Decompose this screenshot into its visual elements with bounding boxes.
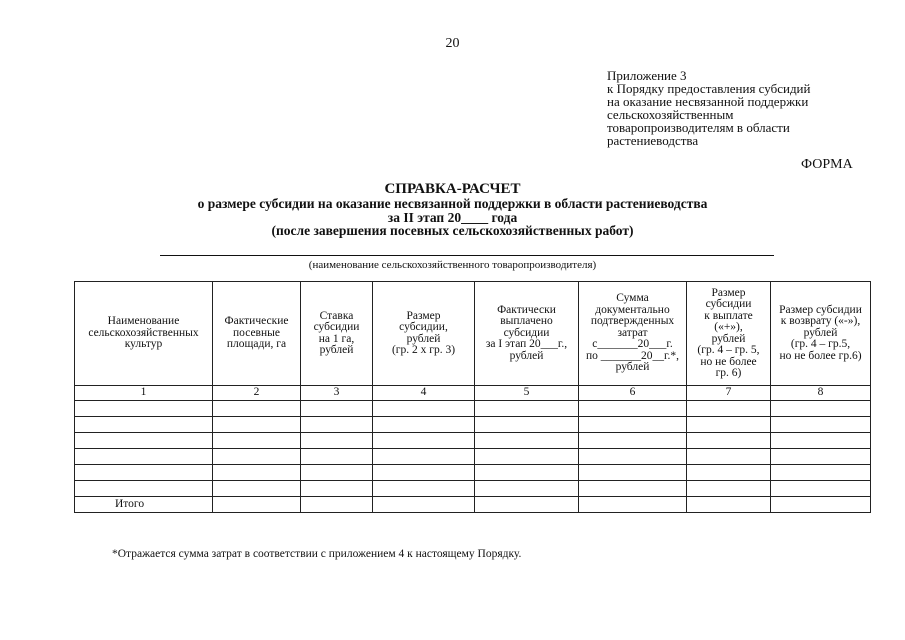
table-row bbox=[75, 449, 871, 465]
column-number: 4 bbox=[373, 386, 475, 401]
header-col-3: Ставка субсидии на 1 га, рублей bbox=[301, 282, 373, 386]
table-row bbox=[75, 401, 871, 417]
title-main: СПРАВКА-РАСЧЕТ bbox=[384, 181, 521, 197]
column-number: 5 bbox=[475, 386, 579, 401]
column-number-row bbox=[75, 386, 871, 401]
header-col-8: Размер субсидии к возврату («-»), рублей (гр. 4 – гр.5, но не более гр.6) bbox=[771, 282, 871, 386]
total-row bbox=[75, 497, 871, 513]
column-number: 7 bbox=[687, 386, 771, 401]
title-line-4: (после завершения посевных сельскохозяйственных работ) bbox=[271, 223, 634, 238]
header-col-7: Размер субсидии к выплате («+»), рублей (гр. 4 – гр. 5, но не более гр. 6) bbox=[687, 282, 771, 386]
form-label: ФОРМА bbox=[801, 157, 853, 172]
table-row bbox=[75, 417, 871, 433]
appendix-line: растениеводства bbox=[607, 133, 699, 148]
producer-name-line bbox=[160, 255, 774, 256]
column-number: 1 bbox=[75, 386, 213, 401]
title-line-2: о размере субсидии на оказание несвязанной поддержки в области растениеводства bbox=[197, 196, 708, 211]
column-number: 2 bbox=[213, 386, 301, 401]
table-header-row bbox=[75, 282, 871, 386]
appendix-line: сельскохозяйственным bbox=[607, 107, 734, 122]
column-number: 8 bbox=[771, 386, 871, 401]
footnote: *Отражается сумма затрат в соответствии с приложением 4 к настоящему Порядку. bbox=[112, 548, 522, 560]
appendix-note bbox=[607, 69, 897, 147]
column-number: 6 bbox=[579, 386, 687, 401]
header-col-1: Наименование сельскохозяйственных культур bbox=[75, 282, 213, 386]
page-number: 20 bbox=[445, 36, 460, 51]
producer-name-caption: (наименование сельскохозяйственного товаропроизводителя) bbox=[308, 259, 597, 271]
appendix-line: товаропроизводителям в области bbox=[607, 120, 790, 135]
appendix-line: к Порядку предоставления субсидий bbox=[607, 81, 811, 96]
total-label: Итого bbox=[75, 497, 213, 513]
column-number: 3 bbox=[301, 386, 373, 401]
title-line-3: за II этап 20____ года bbox=[387, 209, 518, 225]
header-col-5: Фактически выплачено субсидии за I этап 20___г., рублей bbox=[475, 282, 579, 386]
appendix-line: на оказание несвязанной поддержки bbox=[607, 94, 809, 109]
table-row bbox=[75, 481, 871, 497]
header-col-6: Сумма документально подтвержденных затрат с_______20___г. по _______20__г.*, рублей bbox=[579, 282, 687, 386]
appendix-line: Приложение 3 bbox=[607, 68, 687, 83]
document-title bbox=[0, 182, 905, 238]
table-row bbox=[75, 465, 871, 481]
header-col-2: Фактические посевные площади, га bbox=[213, 282, 301, 386]
calculation-table bbox=[74, 281, 871, 513]
table-row bbox=[75, 433, 871, 449]
header-col-4: Размер субсидии, рублей (гр. 2 х гр. 3) bbox=[373, 282, 475, 386]
